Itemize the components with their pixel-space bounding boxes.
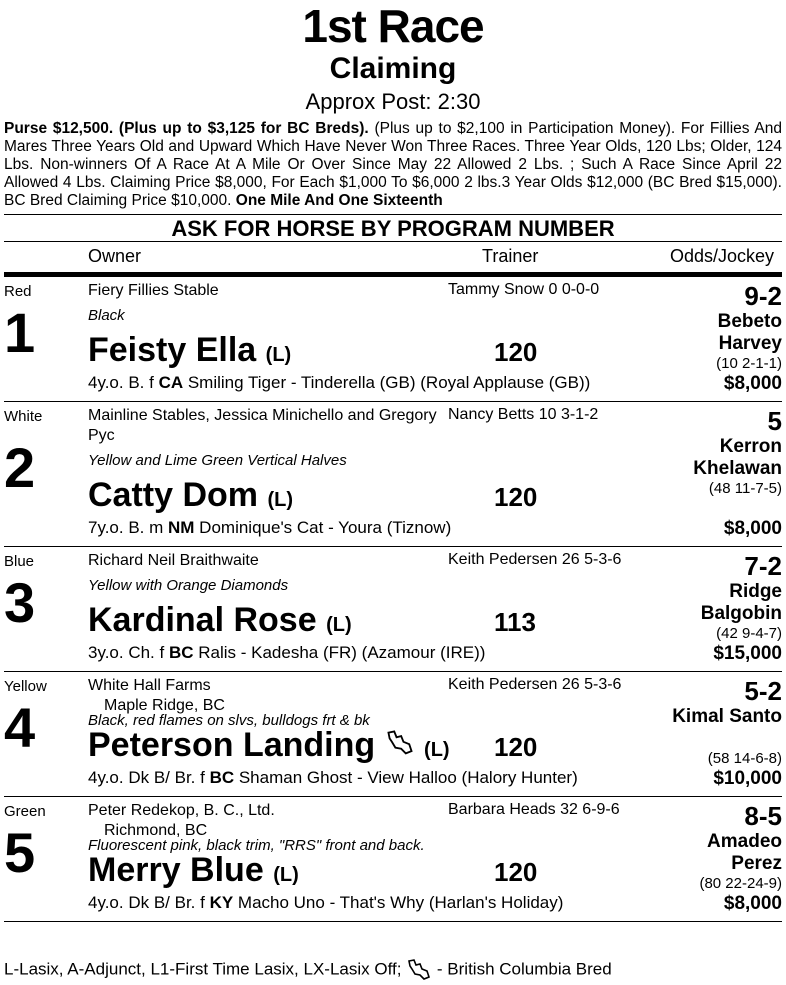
- silks: Yellow with Orange Diamonds: [88, 577, 289, 594]
- owner: [88, 801, 448, 841]
- sire-dam: Macho Uno - That's Why (Harlan's Holiday): [233, 893, 564, 912]
- owner-name: White Hall Farms: [88, 677, 211, 694]
- race-type: Claiming: [329, 52, 457, 85]
- horse-name: Merry Blue: [88, 851, 264, 889]
- jockey: Kerron Khelawan: [693, 436, 782, 479]
- sire-dam: Dominique's Cat - Youra (Tiznow): [194, 518, 452, 537]
- trainer: Keith Pedersen 26 5-3-6: [448, 676, 622, 693]
- weight: 120: [494, 857, 538, 887]
- silks: Black: [88, 307, 125, 324]
- horse-line: [88, 331, 291, 374]
- trainer-header: Trainer: [482, 246, 539, 266]
- owner-name: Peter Redekop, B. C., Ltd.: [88, 802, 275, 819]
- jockey-stats: (48 11-7-5): [708, 480, 782, 497]
- weight: 113: [494, 607, 536, 637]
- morning-line-odds: 8-5: [744, 801, 782, 831]
- morning-line-odds: 9-2: [744, 281, 782, 311]
- jockey: Bebeto Harvey: [717, 311, 782, 354]
- medication: (L): [273, 864, 299, 886]
- post-time: Approx Post: 2:30: [305, 89, 481, 114]
- bc-bred-icon: [406, 957, 432, 983]
- sire-dam: Smiling Tiger - Tinderella (GB) (Royal Applause (GB)): [183, 373, 591, 392]
- jockey-stats: (10 2-1-1): [716, 355, 782, 372]
- silks: Yellow and Lime Green Vertical Halves: [88, 452, 347, 469]
- owner-name: Mainline Stables, Jessica Minichello and Gregory Pyc: [88, 407, 437, 444]
- owner: [88, 281, 448, 321]
- entry-3: [4, 547, 782, 672]
- age-sex: 3y.o. Ch. f: [88, 643, 169, 662]
- owner-location: Richmond, BC: [104, 822, 208, 839]
- claiming-price: $8,000: [723, 373, 782, 394]
- purse: Purse $12,500. (Plus up to $3,125 for BC Breds).: [4, 120, 369, 137]
- saddle-color: Red: [4, 283, 32, 300]
- bred-state: KY: [209, 893, 234, 912]
- horse-name: Peterson Landing: [88, 726, 376, 764]
- morning-line-odds: 5: [767, 406, 782, 436]
- bc-bred-icon: [385, 728, 415, 758]
- entries-list: [0, 277, 786, 922]
- distance: One Mile And One Sixteenth: [235, 192, 443, 209]
- horse-name: Kardinal Rose: [88, 601, 317, 639]
- claiming-price: $15,000: [713, 643, 782, 664]
- saddle-color: Yellow: [4, 678, 47, 695]
- saddle-color: Blue: [4, 553, 35, 570]
- trainer: Keith Pedersen 26 5-3-6: [448, 551, 622, 568]
- bred-state: BC: [209, 768, 235, 787]
- entry-5: [4, 797, 782, 922]
- owner-name: Richard Neil Braithwaite: [88, 552, 259, 569]
- medication: (L): [326, 614, 352, 636]
- jockey-stats: (58 14-6-8): [707, 750, 782, 767]
- bred-state: CA: [158, 373, 184, 392]
- jockey-stats: (42 9-4-7): [716, 625, 782, 642]
- age-sex: 4y.o. B. f: [88, 373, 159, 392]
- legend-footer: [4, 957, 612, 983]
- ask-banner: ASK FOR HORSE BY PROGRAM NUMBER: [171, 216, 615, 241]
- pedigree: [88, 893, 563, 913]
- saddle-color: Green: [4, 803, 46, 820]
- age-sex: 7y.o. B. m: [88, 518, 168, 537]
- owner-location: Maple Ridge, BC: [104, 697, 225, 714]
- horse-line: [88, 726, 450, 769]
- bred-state: BC: [168, 643, 194, 662]
- pedigree: [88, 518, 451, 538]
- legend-text: L-Lasix, A-Adjunct, L1-First Time Lasix, LX-Lasix Off;: [4, 959, 402, 979]
- trainer: Barbara Heads 32 6-9-6: [448, 801, 620, 818]
- trainer: Tammy Snow 0 0-0-0: [448, 281, 600, 298]
- conditions-body: (Plus up to $2,100 in Participation Money). For Fillies And Mares Three Years Old and Upward Which Have Never Won Three Races. Three Year Olds, 120 Lbs; Older, 124 Lbs. Non-winners Of A Race At A Mile Or Over Since May 22 Allowed 2 Lbs. ; Such A Race Since April 22 Allowed 4 Lbs. Claiming Price $8,000, For Each $1,000 To $6,000 2 lbs.3 Year Olds $12,000 (BC Bred $15,000). BC Bred Claiming Price $10,000.: [4, 120, 783, 209]
- horse-line: [88, 601, 352, 644]
- claiming-price: $8,000: [723, 518, 782, 539]
- sire-dam: Shaman Ghost - View Halloo (Halory Hunter): [234, 768, 578, 787]
- bred-state: NM: [168, 518, 195, 537]
- silks: Fluorescent pink, black trim, "RRS" front and back.: [88, 837, 425, 854]
- program-number: 3: [4, 571, 36, 634]
- weight: 120: [494, 482, 538, 512]
- claiming-price: $8,000: [723, 893, 782, 914]
- horse-line: [88, 851, 299, 894]
- horse-name: Feisty Ella: [88, 331, 257, 369]
- saddle-color: White: [4, 408, 43, 425]
- pedigree: [88, 373, 590, 393]
- weight: 120: [494, 337, 538, 367]
- medication: (L): [424, 739, 450, 761]
- legend-bc: - British Columbia Bred: [436, 959, 612, 979]
- entry-1: [4, 277, 782, 402]
- program-number: 2: [4, 436, 36, 499]
- horse-name: Catty Dom: [88, 476, 259, 514]
- pedigree: [88, 768, 578, 788]
- program-number: 1: [4, 301, 36, 364]
- owner-header: Owner: [88, 246, 142, 266]
- medication: (L): [265, 344, 292, 366]
- weight: 120: [494, 732, 538, 762]
- horse-line: [88, 476, 293, 519]
- trainer: Nancy Betts 10 3-1-2: [448, 406, 599, 423]
- age-sex: 4y.o. Dk B/ Br. f: [88, 893, 210, 912]
- jockey-stats: (80 22-24-9): [699, 875, 782, 892]
- pedigree: [88, 643, 485, 663]
- program-number: 5: [4, 821, 36, 884]
- entry-4: [4, 672, 782, 797]
- jockey: Amadeo Perez: [707, 831, 782, 874]
- owner-name: Fiery Fillies Stable: [88, 282, 219, 299]
- sire-dam: Ralis - Kadesha (FR) (Azamour (IRE)): [193, 643, 486, 662]
- claiming-price: $10,000: [713, 768, 782, 789]
- jockey: Kimal Santo: [672, 706, 782, 727]
- medication: (L): [267, 489, 294, 511]
- age-sex: 4y.o. Dk B/ Br. f: [88, 768, 210, 787]
- morning-line-odds: 5-2: [744, 676, 782, 706]
- jockey: Ridge Balgobin: [700, 581, 782, 624]
- silks: Black, red flames on slvs, bulldogs frt & bk: [88, 712, 370, 729]
- race-title: 1st Race: [302, 0, 484, 52]
- program-number: 4: [4, 696, 36, 759]
- odds-jockey-header: Odds/Jockey: [669, 246, 774, 266]
- column-headers: [0, 242, 786, 272]
- race-conditions: [4, 120, 782, 210]
- morning-line-odds: 7-2: [744, 551, 782, 581]
- entry-2: [4, 402, 782, 547]
- owner: [88, 676, 448, 716]
